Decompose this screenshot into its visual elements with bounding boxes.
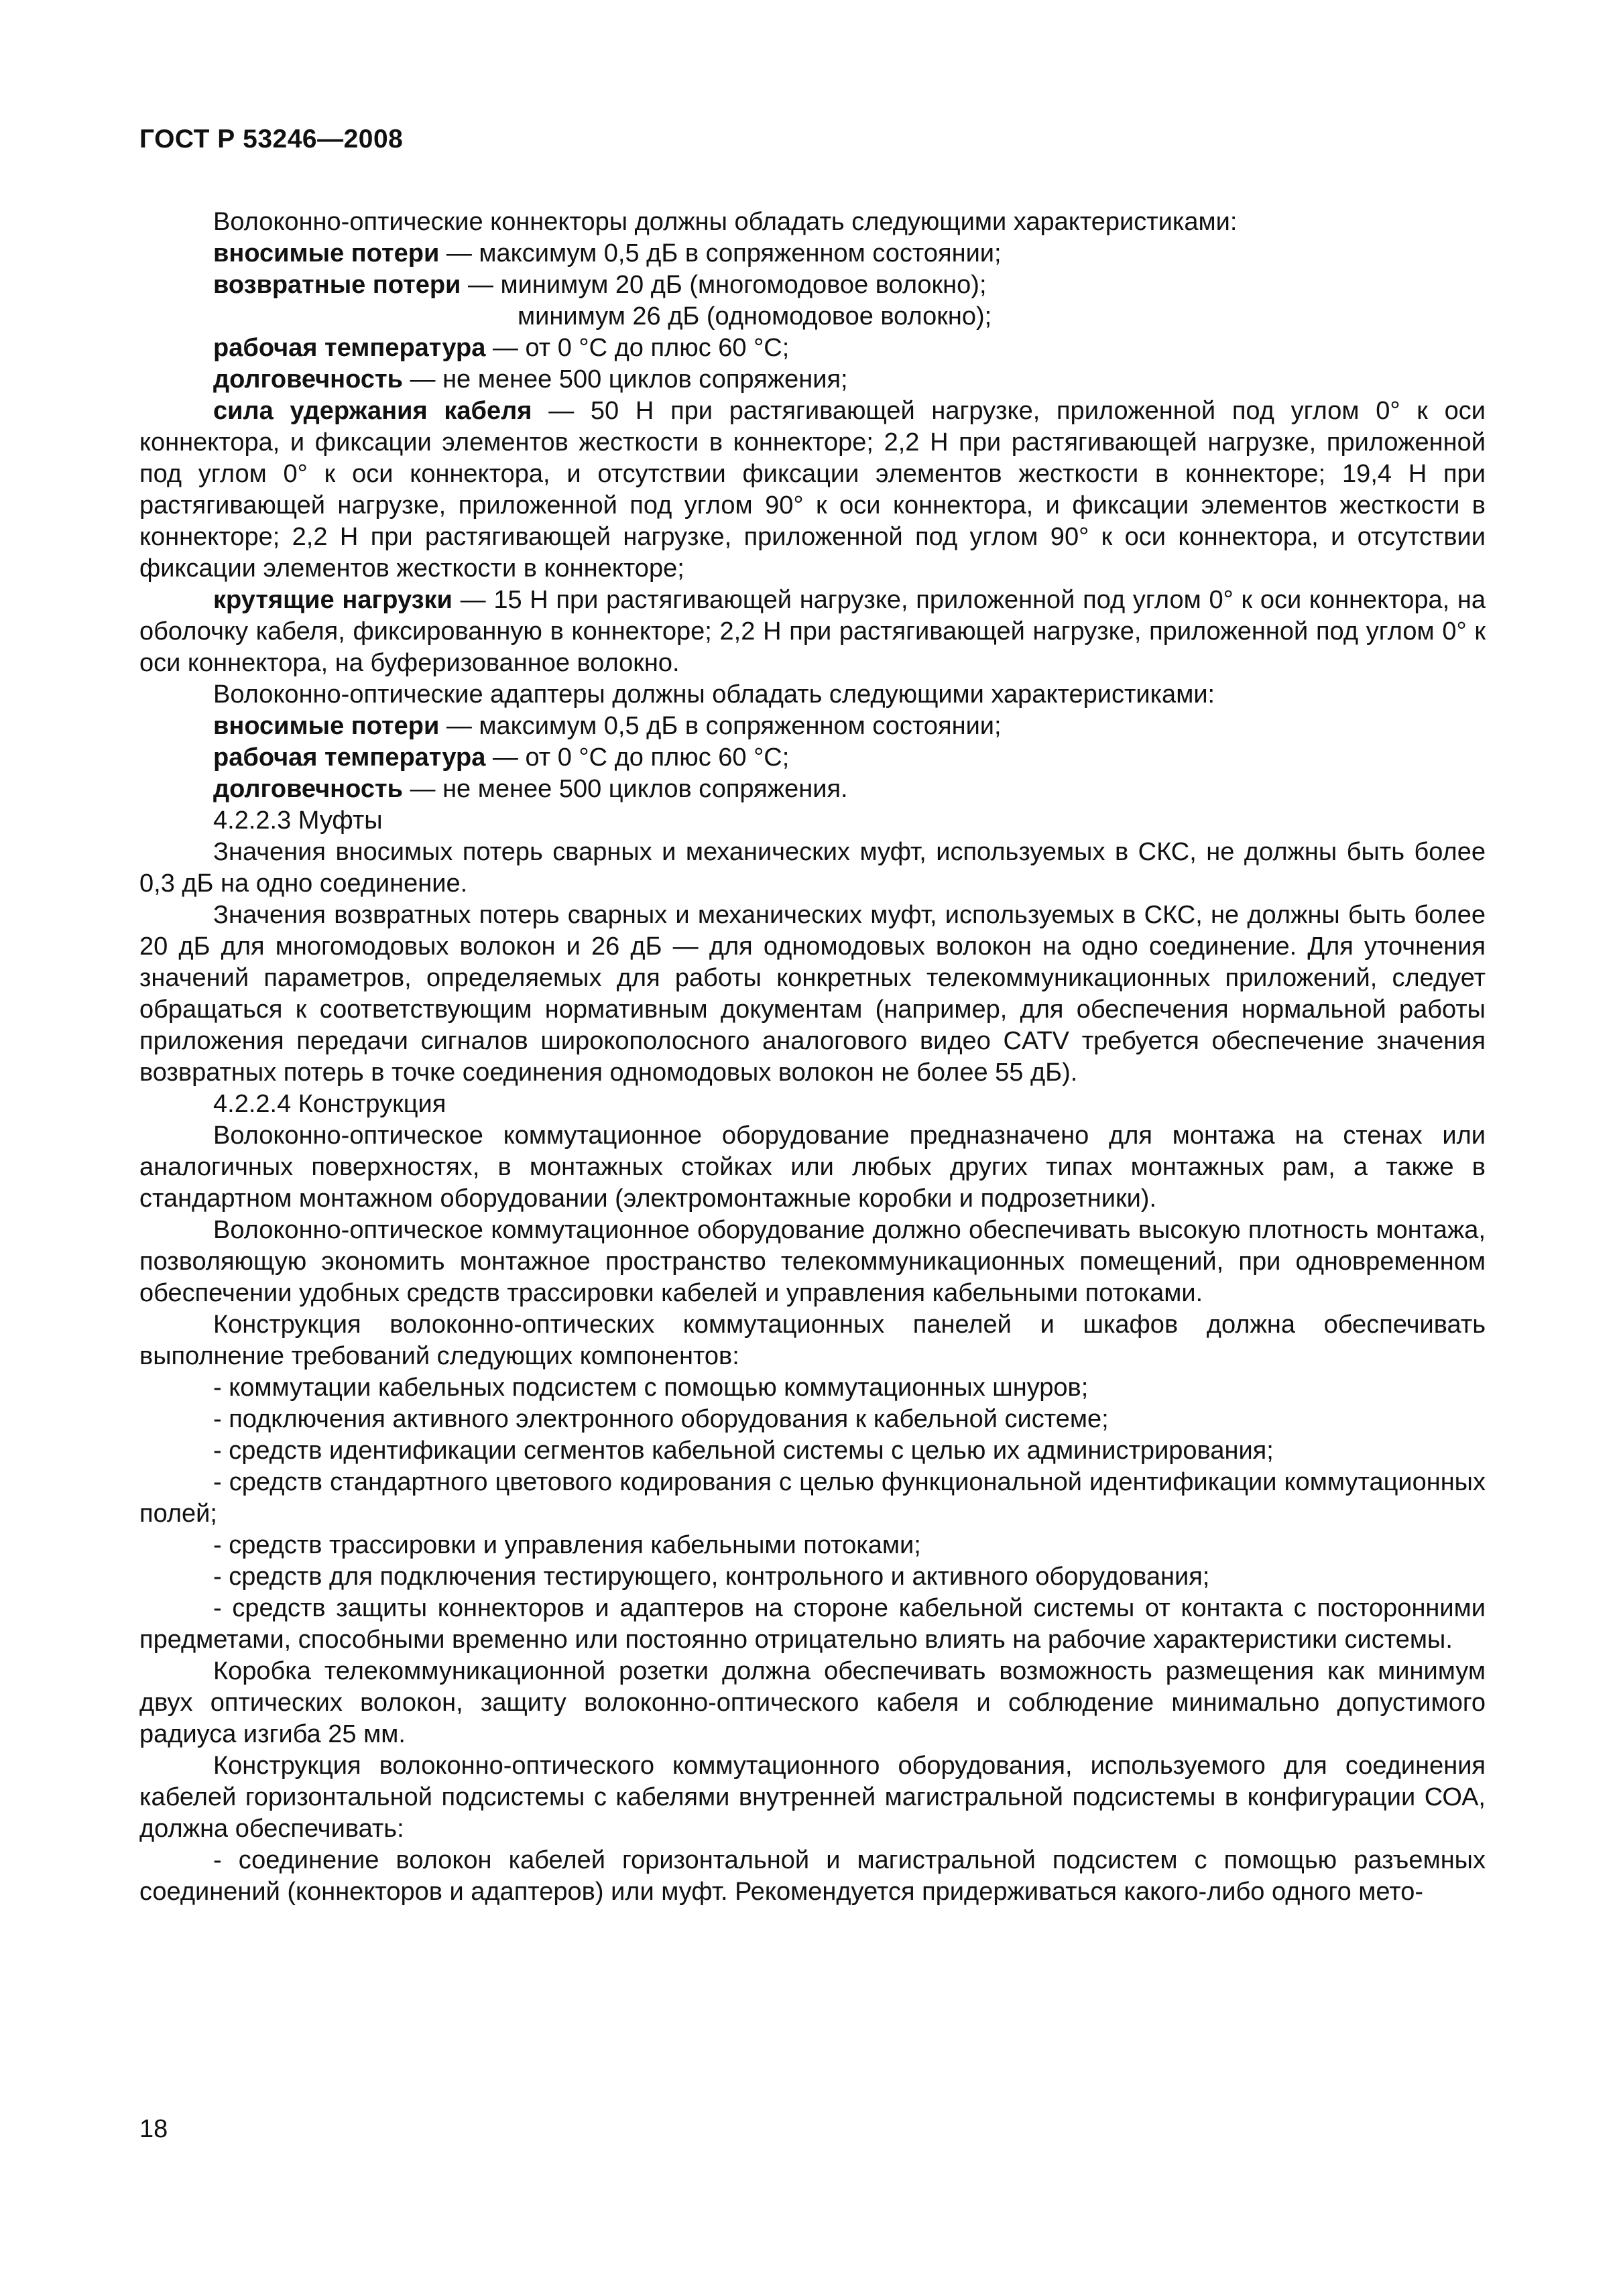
list-item: - коммутации кабельных подсистем с помощью коммутационных шнуров; xyxy=(213,1374,1089,1402)
paragraph-text: — 15 Н при растягивающей нагрузке, приложенной под углом 0° к оси коннектора, на оболочку кабеля, фиксированную в коннекторе; 2,2 Н при растягивающей нагрузке, приложенной под углом 0° к оси коннектора, на буферизованное волокно. xyxy=(139,586,1486,677)
term: вносимые потери xyxy=(213,239,440,267)
paragraph: минимум 26 дБ (одномодовое волокно); xyxy=(518,302,992,330)
paragraph: Конструкция волоконно-оптических коммутационных панелей и шкафов должна обеспечивать выполнение требований следующих компонентов: xyxy=(139,1311,1486,1370)
paragraph: Значения возвратных потерь сварных и механических муфт, используемых в СКС, не должны быть более 20 дБ для многомодовых волокон и 26 дБ — для одномодовых волокон на одно соединение. Для уточнения значений параметров, определяемых для работы конкретных телекоммуникационных приложений, следует обращаться к соответствующим нормативным документам (например, для обеспечения нормальной работы приложения передачи сигналов широкополосного аналогового видео CATV требуется обеспечение значения возвратных потерь в точке соединения одномодовых волокон не более 55 дБ). xyxy=(139,901,1486,1087)
paragraph xyxy=(139,333,1486,364)
paragraph: Значения вносимых потерь сварных и механических муфт, используемых в СКС, не должны быть более 0,3 дБ на одно соединение. xyxy=(139,838,1486,898)
term: долговечность xyxy=(213,365,403,394)
term: рабочая температура xyxy=(213,743,486,772)
paragraph xyxy=(139,269,1486,301)
paragraph: Волоконно-оптические адаптеры должны обладать следующими характеристиками: xyxy=(213,680,1215,709)
section-heading: 4.2.2.3 Муфты xyxy=(213,806,383,835)
term: долговечность xyxy=(213,775,403,803)
list-item: - соединение волокон кабелей горизонтальной и магистральной подсистем с помощью разъемных соединений (коннекторов и адаптеров) или муфт. Рекомендуется придерживаться какого-либо одного мето- xyxy=(139,1846,1486,1906)
paragraph-text: — от 0 °С до плюс 60 °С; xyxy=(485,743,790,772)
section-heading: 4.2.2.4 Конструкция xyxy=(213,1090,446,1118)
list-item: - средств трассировки и управления кабельными потоками; xyxy=(213,1531,921,1559)
term: вносимые потери xyxy=(213,712,440,740)
paragraph xyxy=(139,585,1486,679)
paragraph-text: — 50 Н при растягивающей нагрузке, приложенной под углом 0° к оси коннектора, и фиксации элементов жесткости в коннекторе; 2,2 Н при растягивающей нагрузке, приложенной под углом 0° к оси коннектора, и отсутствии фиксации элементов жесткости в коннекторе; 19,4 Н при растягивающей нагрузке, приложенной под углом 90° к оси коннектора, и фиксации элементов жесткости в коннекторе; 2,2 Н при растягивающей нагрузке, приложенной под углом 90° к оси коннектора, и отсутствии фиксации элементов жесткости в коннекторе; xyxy=(139,397,1486,583)
term: сила удержания кабеля xyxy=(213,397,532,425)
paragraph: Коробка телекоммуникационной розетки должна обеспечивать возможность размещения как минимум двух оптических волокон, защиту волоконно-оптического кабеля и соблюдение минимально допустимого радиуса изгиба 25 мм. xyxy=(139,1657,1486,1748)
list-item: - средств идентификации сегментов кабельной системы с целью их администрирования; xyxy=(213,1437,1274,1465)
paragraph xyxy=(139,364,1486,396)
paragraph xyxy=(139,774,1486,805)
term: возвратные потери xyxy=(213,271,461,299)
list-item: - средств для подключения тестирующего, контрольного и активного оборудования; xyxy=(213,1563,1210,1591)
list-item: - средств стандартного цветового кодирования с целью функциональной идентификации коммутационных полей; xyxy=(139,1468,1486,1528)
paragraph-text: — не менее 500 циклов сопряжения. xyxy=(402,775,848,803)
paragraph xyxy=(139,238,1486,269)
paragraph-text: — от 0 °С до плюс 60 °С; xyxy=(485,334,790,362)
paragraph-text: — максимум 0,5 дБ в сопряженном состоянии; xyxy=(439,239,1002,267)
document-header: ГОСТ Р 53246—2008 xyxy=(139,125,404,154)
term: крутящие нагрузки xyxy=(213,586,453,614)
list-item: - средств защиты коннекторов и адаптеров на стороне кабельной системы от контакта с посторонними предметами, способными временно или постоянно отрицательно влиять на рабочие характеристики системы. xyxy=(139,1594,1486,1654)
paragraph: Волоконно-оптическое коммутационное оборудование должно обеспечивать высокую плотность монтажа, позволяющую экономить монтажное пространство телекоммуникационных помещений, при одновременном обеспечении удобных средств трассировки кабелей и управления кабельными потоками. xyxy=(139,1216,1486,1307)
paragraph xyxy=(139,396,1486,585)
paragraph xyxy=(139,711,1486,742)
term: рабочая температура xyxy=(213,334,486,362)
page-number: 18 xyxy=(139,2115,168,2143)
paragraph-text: — максимум 0,5 дБ в сопряженном состоянии; xyxy=(439,712,1002,740)
paragraph: Волоконно-оптическое коммутационное оборудование предназначено для монтажа на стенах или аналогичных поверхностях, в монтажных стойках или любых других типах монтажных рам, а также в стандартном монтажном оборудовании (электромонтажные коробки и подрозетники). xyxy=(139,1122,1486,1213)
paragraph-text: — не менее 500 циклов сопряжения; xyxy=(402,365,848,394)
paragraph: Конструкция волоконно-оптического коммутационного оборудования, используемого для соединения кабелей горизонтальной подсистемы с кабелями внутренней магистральной подсистемы в конфигурации СОА, должна обеспечивать: xyxy=(139,1752,1486,1843)
document-body xyxy=(139,206,1486,1908)
list-item: - подключения активного электронного оборудования к кабельной системе; xyxy=(213,1405,1109,1433)
paragraph xyxy=(139,742,1486,774)
paragraph-text: — минимум 20 дБ (многомодовое волокно); xyxy=(461,271,987,299)
paragraph: Волоконно-оптические коннекторы должны обладать следующими характеристиками: xyxy=(213,208,1238,236)
